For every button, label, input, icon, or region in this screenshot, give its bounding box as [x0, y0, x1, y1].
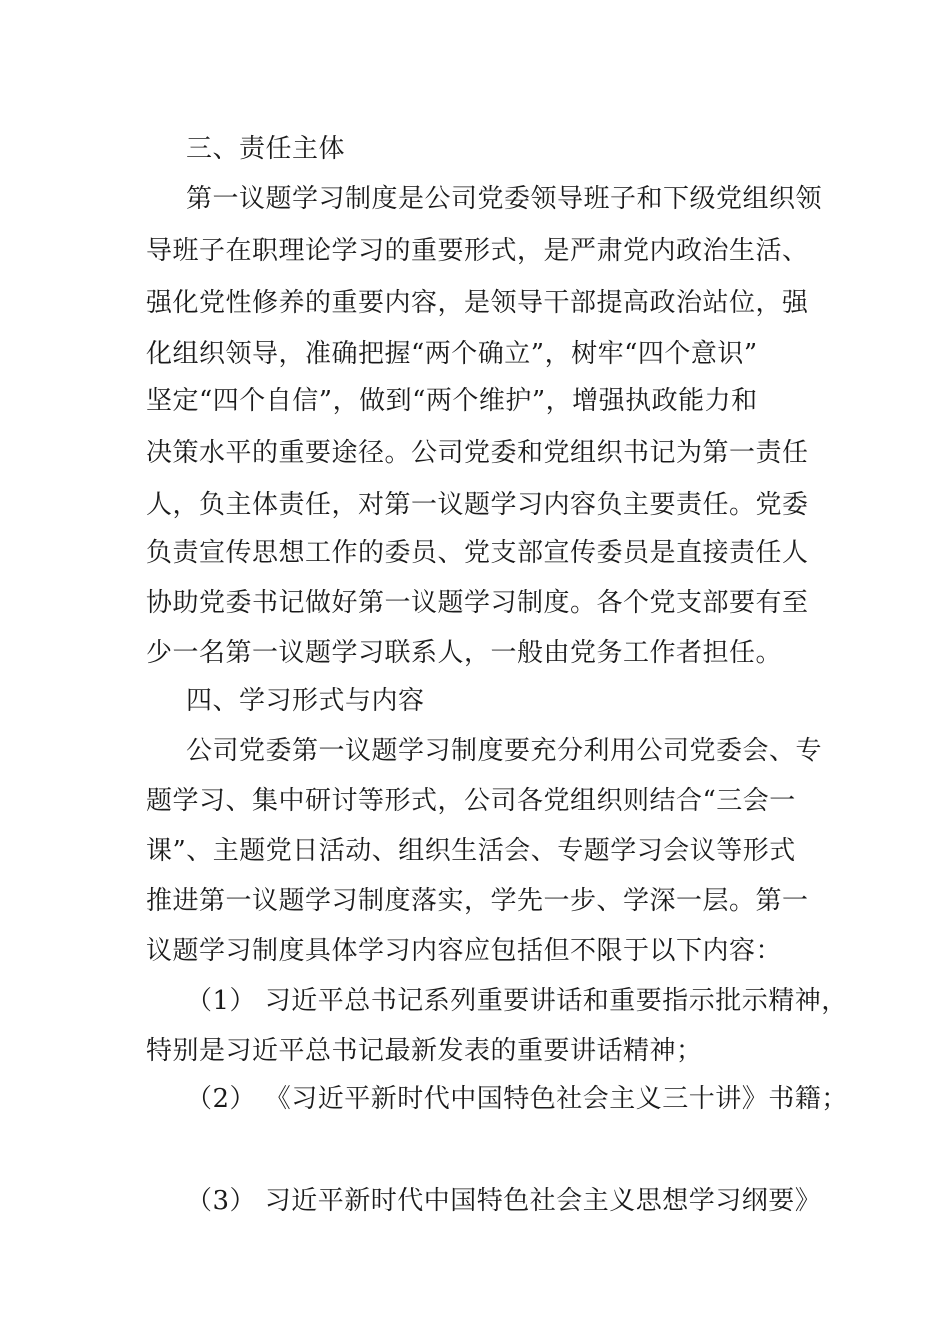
- paragraph-line: 决策水平的重要途径。公司党委和党组织书记为第一责任: [146, 438, 809, 468]
- list-item-2: （2） 《习近平新时代中国特色社会主义三十讲》书籍；: [186, 1084, 848, 1114]
- paragraph-line: 负责宣传思想工作的委员、党支部宣传委员是直接责任人: [146, 538, 809, 568]
- list-item-3: （3） 习近平新时代中国特色社会主义思想学习纲要》: [186, 1186, 822, 1216]
- paragraph-line: 题学习、集中研讨等形式，公司各党组织则结合“三会一: [146, 786, 796, 816]
- paragraph-line: 课”、主题党日活动、组织生活会、专题学习会议等形式: [146, 836, 796, 866]
- paragraph-line: 推进第一议题学习制度落实，学先一步、学深一层。第一: [146, 886, 809, 916]
- paragraph-line: 坚定“四个自信”，做到“两个维护”，增强执政能力和: [146, 386, 758, 416]
- section-heading-3: 三、责任主体: [186, 134, 346, 164]
- paragraph-line: 少一名第一议题学习联系人，一般由党务工作者担任。: [146, 638, 783, 668]
- list-item-1: （1） 习近平总书记系列重要讲话和重要指示批示精神，: [186, 986, 848, 1016]
- paragraph-line: 协助党委书记做好第一议题学习制度。各个党支部要有至: [146, 588, 809, 618]
- paragraph-line: 导班子在职理论学习的重要形式，是严肃党内政治生活、: [146, 236, 809, 266]
- section-heading-4: 四、学习形式与内容: [186, 686, 425, 716]
- paragraph-line: 强化党性修养的重要内容，是领导干部提高政治站位，强: [146, 288, 809, 318]
- paragraph-line: 公司党委第一议题学习制度要充分利用公司党委会、专: [186, 736, 823, 766]
- paragraph-line: 化组织领导，准确把握“两个确立”，树牢“四个意识”: [146, 339, 758, 369]
- paragraph-line: 议题学习制度具体学习内容应包括但不限于以下内容：: [146, 936, 783, 966]
- paragraph-line: 人，负主体责任，对第一议题学习内容负主要责任。党委: [146, 490, 809, 520]
- list-item-1-continuation: 特别是习近平总书记最新发表的重要讲话精神；: [146, 1036, 703, 1066]
- paragraph-line: 第一议题学习制度是公司党委领导班子和下级党组织领: [186, 184, 823, 214]
